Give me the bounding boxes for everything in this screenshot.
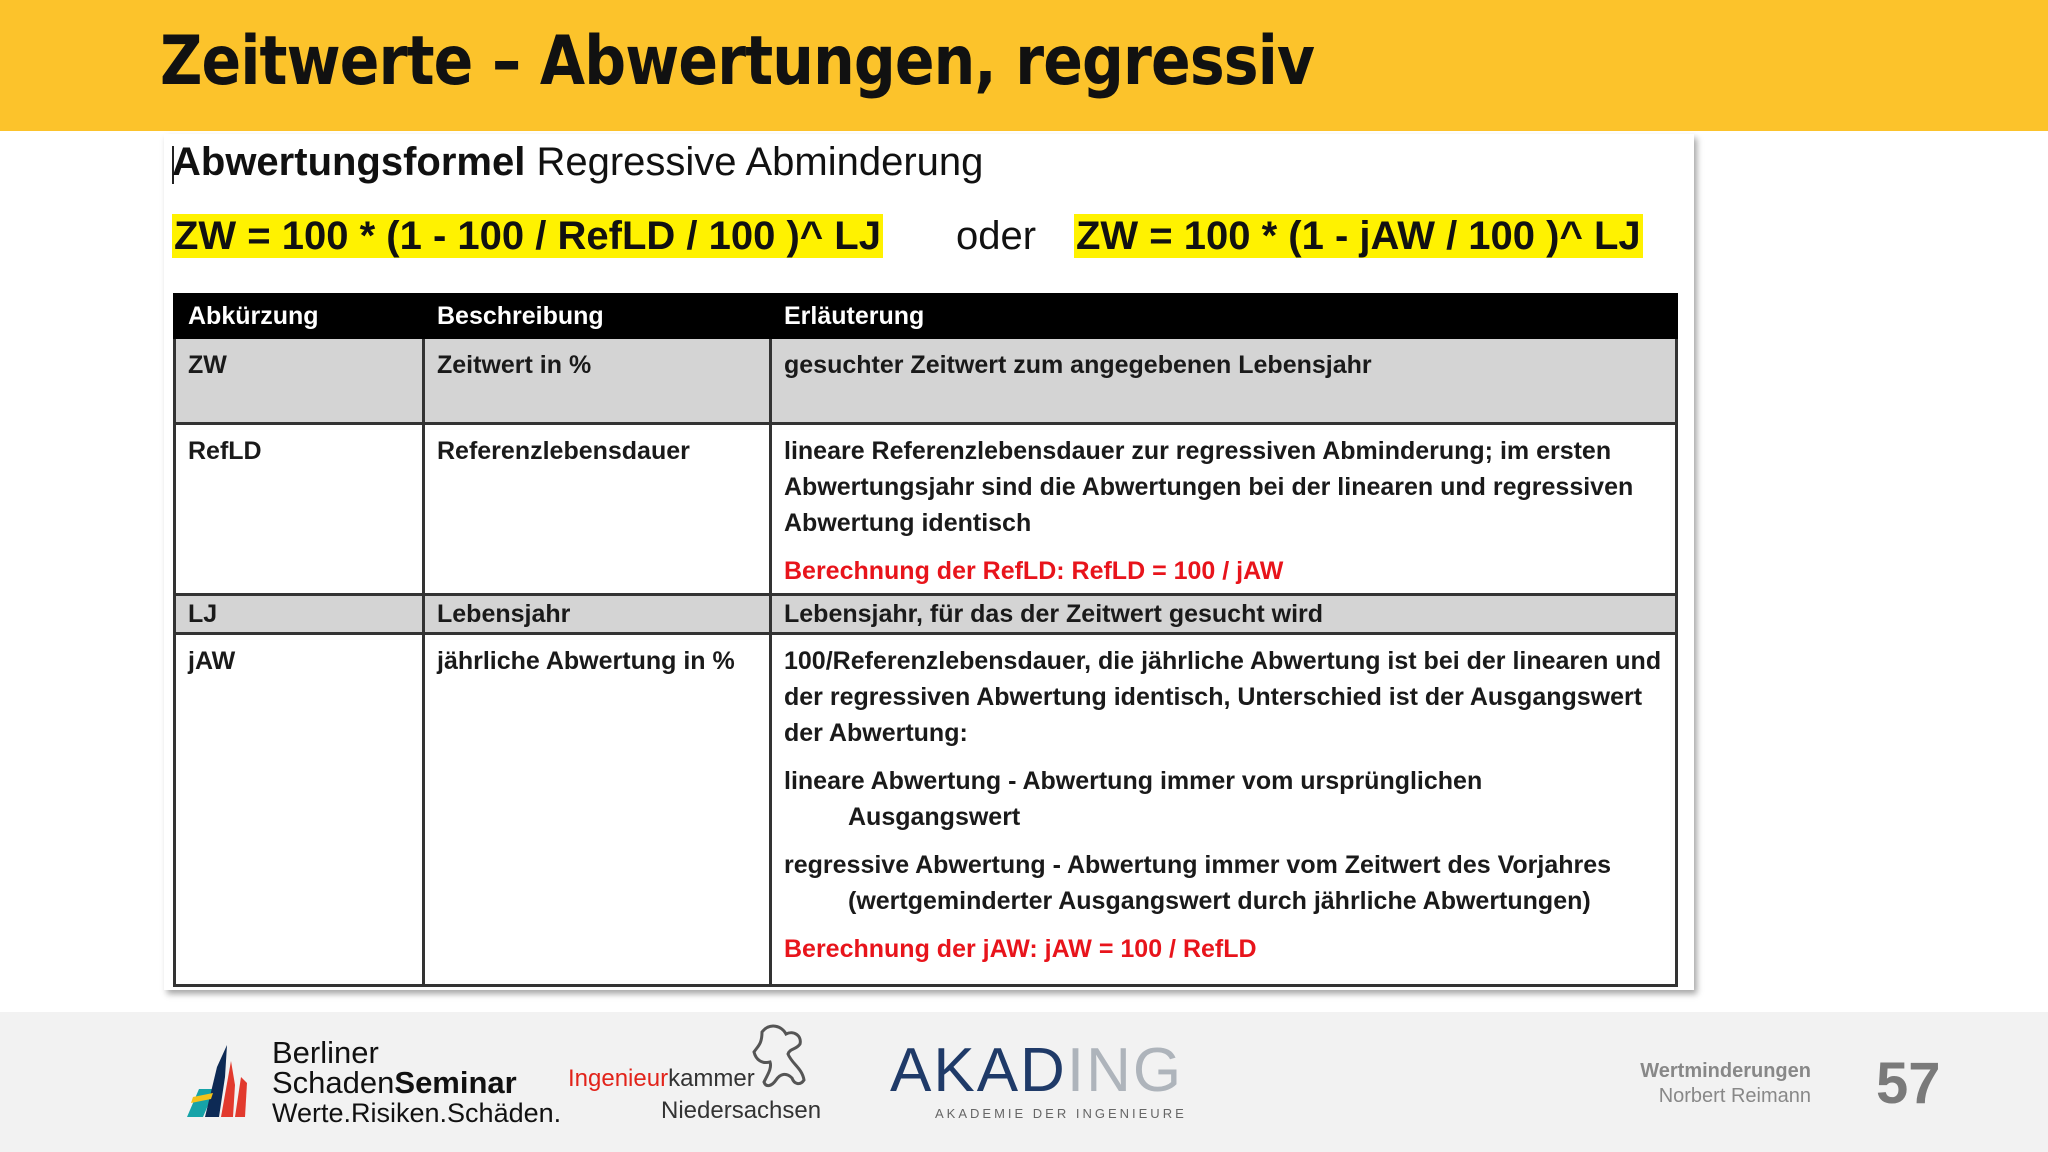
- abbreviation-table: [173, 293, 1678, 987]
- formula-title-bold: Abwertungsformel: [172, 140, 526, 184]
- footer-topic: Wertminderungen: [1640, 1060, 1811, 1082]
- footer-author: Norbert Reimann: [1658, 1085, 1811, 1107]
- regressive-line-1: regressive Abwertung - Abwertung immer vom Zeitwert des Vorjahres: [784, 851, 1612, 879]
- table-row: [175, 634, 1677, 986]
- bss-line-2a: Schaden: [272, 1065, 395, 1100]
- ik-part-2: kammer: [668, 1065, 755, 1092]
- formula-title-rest: Regressive Abminderung: [525, 140, 984, 184]
- slide-header: [0, 0, 2048, 131]
- table-row: [175, 338, 1677, 424]
- formula-1-text: ZW = 100 * (1 - 100 / RefLD / 100 )^ LJ: [174, 214, 881, 258]
- formula-title: [172, 140, 983, 185]
- table-header-row: [175, 295, 1677, 338]
- cell-abbr: RefLD: [175, 424, 424, 595]
- ik-part-1: Ingenieur: [568, 1065, 669, 1092]
- cell-desc: Zeitwert in %: [424, 338, 771, 424]
- expl-text: lineare Referenzlebensdauer zur regressiven Abminderung; im ersten Abwertungsjahr sind die Abwertungen bei der linearen und regressiven Abwertung identisch: [784, 437, 1634, 537]
- cell-desc: jährliche Abwertung in %: [424, 634, 771, 986]
- jaw-calculation: Berechnung der jAW: jAW = 100 / RefLD: [784, 935, 1257, 963]
- cell-abbr: jAW: [175, 634, 424, 986]
- formula-1: [172, 210, 883, 262]
- horse-icon: [742, 1020, 812, 1092]
- berliner-schadenseminar-logo-icon: [185, 1037, 265, 1119]
- cell-abbr: LJ: [175, 595, 424, 634]
- linear-line-1: lineare Abwertung - Abwertung immer vom ursprünglichen: [784, 767, 1483, 795]
- expl-text: 100/Referenzlebensdauer, die jährliche Abwertung ist bei der linearen und der regressiven Abwertung identisch, Unterschied ist der Ausgangswert der Abwertung:: [784, 647, 1662, 747]
- cell-expl: [771, 424, 1677, 595]
- cell-expl: [771, 634, 1677, 986]
- bss-logo-text: [272, 1035, 562, 1128]
- akading-subtitle: AKADEMIE DER INGENIEURE: [935, 1106, 1187, 1121]
- slide-title: Zeitwerte – Abwertungen, regressiv: [160, 22, 1315, 101]
- refld-calculation: Berechnung der RefLD: RefLD = 100 / jAW: [784, 557, 1284, 585]
- cell-desc: Lebensjahr: [424, 595, 771, 634]
- header-beschreibung: Beschreibung: [424, 295, 771, 338]
- ingenieurkammer-region: Niedersachsen: [661, 1097, 822, 1124]
- table-row: [175, 424, 1677, 595]
- table-row: [175, 595, 1677, 634]
- bss-line-1: Berliner: [272, 1035, 379, 1070]
- header-erlaeuterung: Erläuterung: [771, 295, 1677, 338]
- bss-line-2b: Seminar: [394, 1065, 517, 1100]
- ingenieurkammer-name: [568, 1065, 755, 1093]
- cell-expl: gesuchter Zeitwert zum angegebenen Lebensjahr: [771, 338, 1677, 424]
- formula-2: [1074, 210, 1643, 262]
- page-number: 57: [1876, 1051, 1941, 1116]
- bss-line-2: [272, 1065, 561, 1100]
- linear-line-2: Ausgangswert: [848, 803, 1021, 831]
- ing-part: ING: [1066, 1036, 1184, 1105]
- cell-abbr: ZW: [175, 338, 424, 424]
- formula-connector: oder: [956, 214, 1037, 258]
- cell-desc: Referenzlebensdauer: [424, 424, 771, 595]
- header-abkuerzung: Abkürzung: [175, 295, 424, 338]
- bss-line-3: Werte.Risiken.Schäden.: [272, 1098, 562, 1128]
- regressive-line-2: (wertgeminderter Ausgangswert durch jährliche Abwertungen): [848, 887, 1591, 915]
- formula-2-text: ZW = 100 * (1 - jAW / 100 )^ LJ: [1076, 214, 1641, 258]
- cell-expl: Lebensjahr, für das der Zeitwert gesucht wird: [771, 595, 1677, 634]
- akad-part: AKAD: [890, 1036, 1067, 1105]
- akading-logo: [890, 1036, 1184, 1105]
